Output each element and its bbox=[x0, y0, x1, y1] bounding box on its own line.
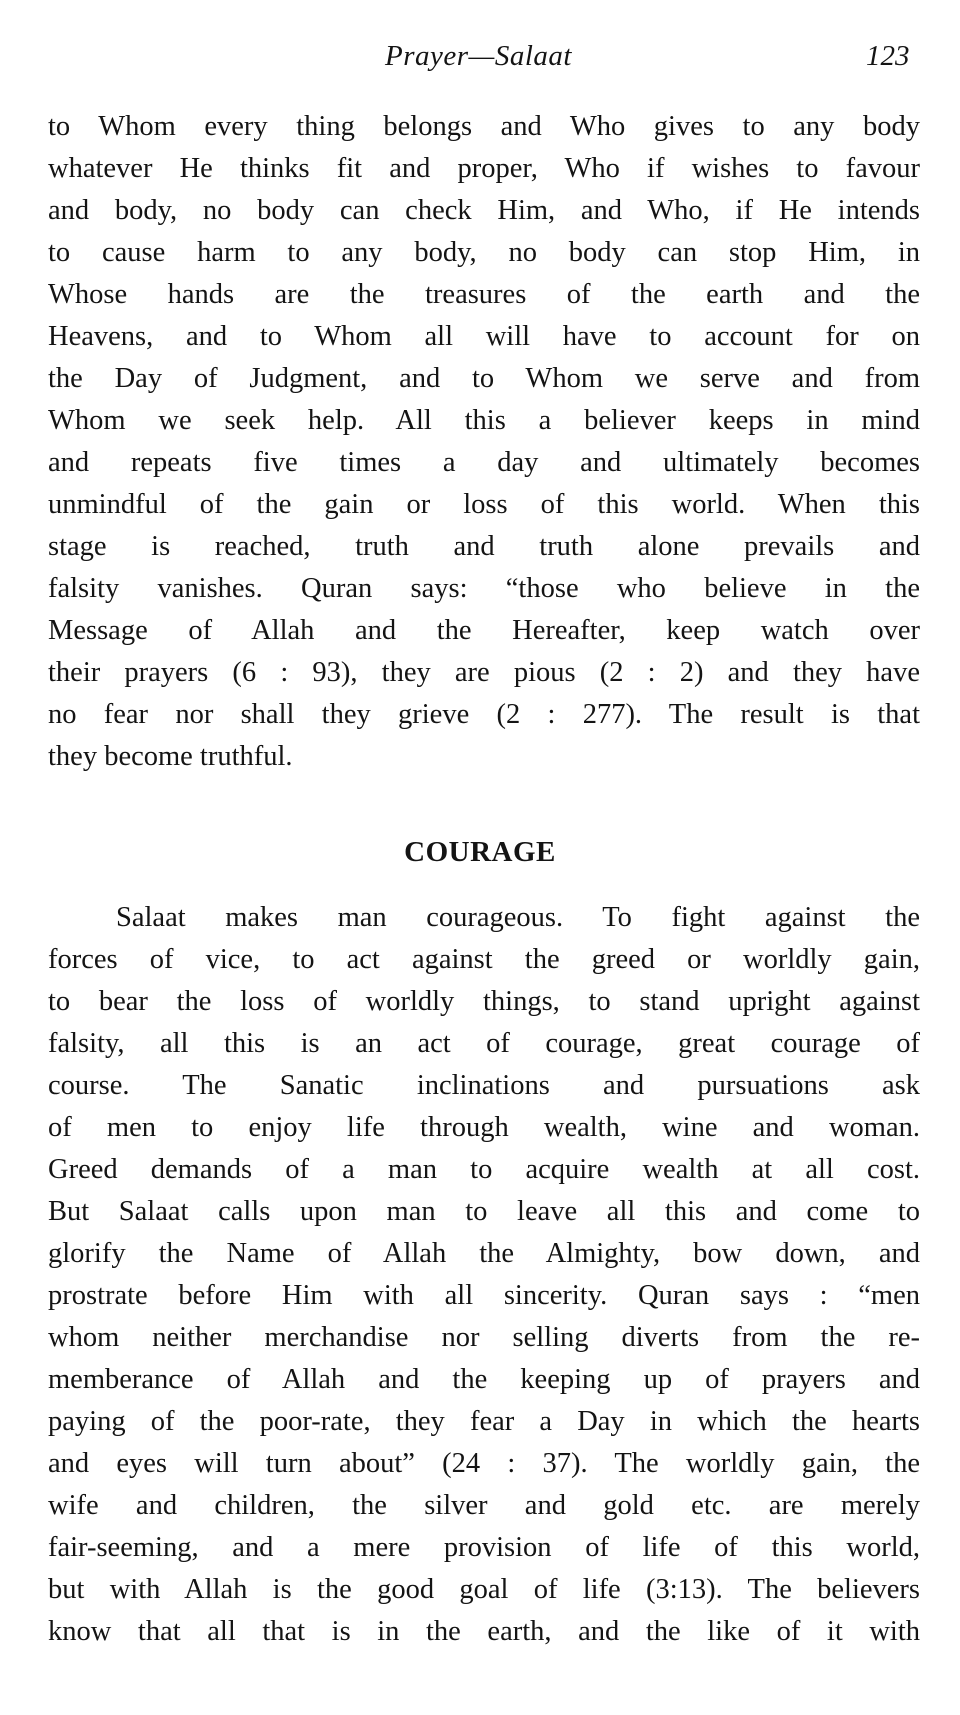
paragraph-courage bbox=[48, 897, 920, 1653]
text-line: and repeats five times a day and ultimately becomes bbox=[48, 447, 920, 478]
text-line: falsity, all this is an act of courage, great courage of bbox=[48, 1028, 920, 1059]
text-line: memberance of Allah and the keeping up of prayers and bbox=[48, 1364, 920, 1395]
text-line: wife and children, the silver and gold etc. are merely bbox=[48, 1490, 920, 1521]
text-line: they become truthful. bbox=[48, 741, 293, 772]
text-line: falsity vanishes. Quran says: “those who believe in the bbox=[48, 573, 920, 604]
text-line: whom neither merchandise nor selling diverts from the re- bbox=[48, 1322, 920, 1353]
text-line: forces of vice, to act against the greed or worldly gain, bbox=[48, 944, 920, 975]
text-line: know that all that is in the earth, and the like of it with bbox=[48, 1616, 920, 1647]
text-line: Heavens, and to Whom all will have to account for on bbox=[48, 321, 920, 352]
text-line: and eyes will turn about” (24 : 37). The worldly gain, the bbox=[48, 1448, 920, 1479]
text-line: to Whom every thing belongs and Who gives to any body bbox=[48, 111, 920, 142]
text-line: Salaat makes man courageous. To fight against the bbox=[116, 902, 920, 933]
text-line: no fear nor shall they grieve (2 : 277). The result is that bbox=[48, 699, 920, 730]
text-line: Greed demands of a man to acquire wealth at all cost. bbox=[48, 1154, 920, 1185]
text-line: whatever He thinks fit and proper, Who if wishes to favour bbox=[48, 153, 920, 184]
text-line: but with Allah is the good goal of life (3:13). The believers bbox=[48, 1574, 920, 1605]
paragraph-continued bbox=[48, 106, 920, 778]
running-header bbox=[0, 40, 960, 80]
text-line: fair-seeming, and a mere provision of life of this world, bbox=[48, 1532, 920, 1563]
text-line: the Day of Judgment, and to Whom we serve and from bbox=[48, 363, 920, 394]
text-line: their prayers (6 : 93), they are pious (2 : 2) and they have bbox=[48, 657, 920, 688]
text-line: to cause harm to any body, no body can stop Him, in bbox=[48, 237, 920, 268]
text-line: prostrate before Him with all sincerity. Quran says : “men bbox=[48, 1280, 920, 1311]
text-line: But Salaat calls upon man to leave all this and come to bbox=[48, 1196, 920, 1227]
text-line: to bear the loss of worldly things, to stand upright against bbox=[48, 986, 920, 1017]
text-line: glorify the Name of Allah the Almighty, bow down, and bbox=[48, 1238, 920, 1269]
section-heading: COURAGE bbox=[404, 836, 556, 868]
text-line: course. The Sanatic inclinations and pursuations ask bbox=[48, 1070, 920, 1101]
text-line: Whose hands are the treasures of the earth and the bbox=[48, 279, 920, 310]
text-line: of men to enjoy life through wealth, wine and woman. bbox=[48, 1112, 920, 1143]
running-title: Prayer—Salaat bbox=[385, 40, 572, 72]
text-line: paying of the poor-rate, they fear a Day in which the hearts bbox=[48, 1406, 920, 1437]
page-number: 123 bbox=[866, 40, 910, 72]
text-line: Message of Allah and the Hereafter, keep watch over bbox=[48, 615, 920, 646]
text-line: Whom we seek help. All this a believer keeps in mind bbox=[48, 405, 920, 436]
text-line: unmindful of the gain or loss of this world. When this bbox=[48, 489, 920, 520]
text-line: stage is reached, truth and truth alone prevails and bbox=[48, 531, 920, 562]
text-line: and body, no body can check Him, and Who, if He intends bbox=[48, 195, 920, 226]
